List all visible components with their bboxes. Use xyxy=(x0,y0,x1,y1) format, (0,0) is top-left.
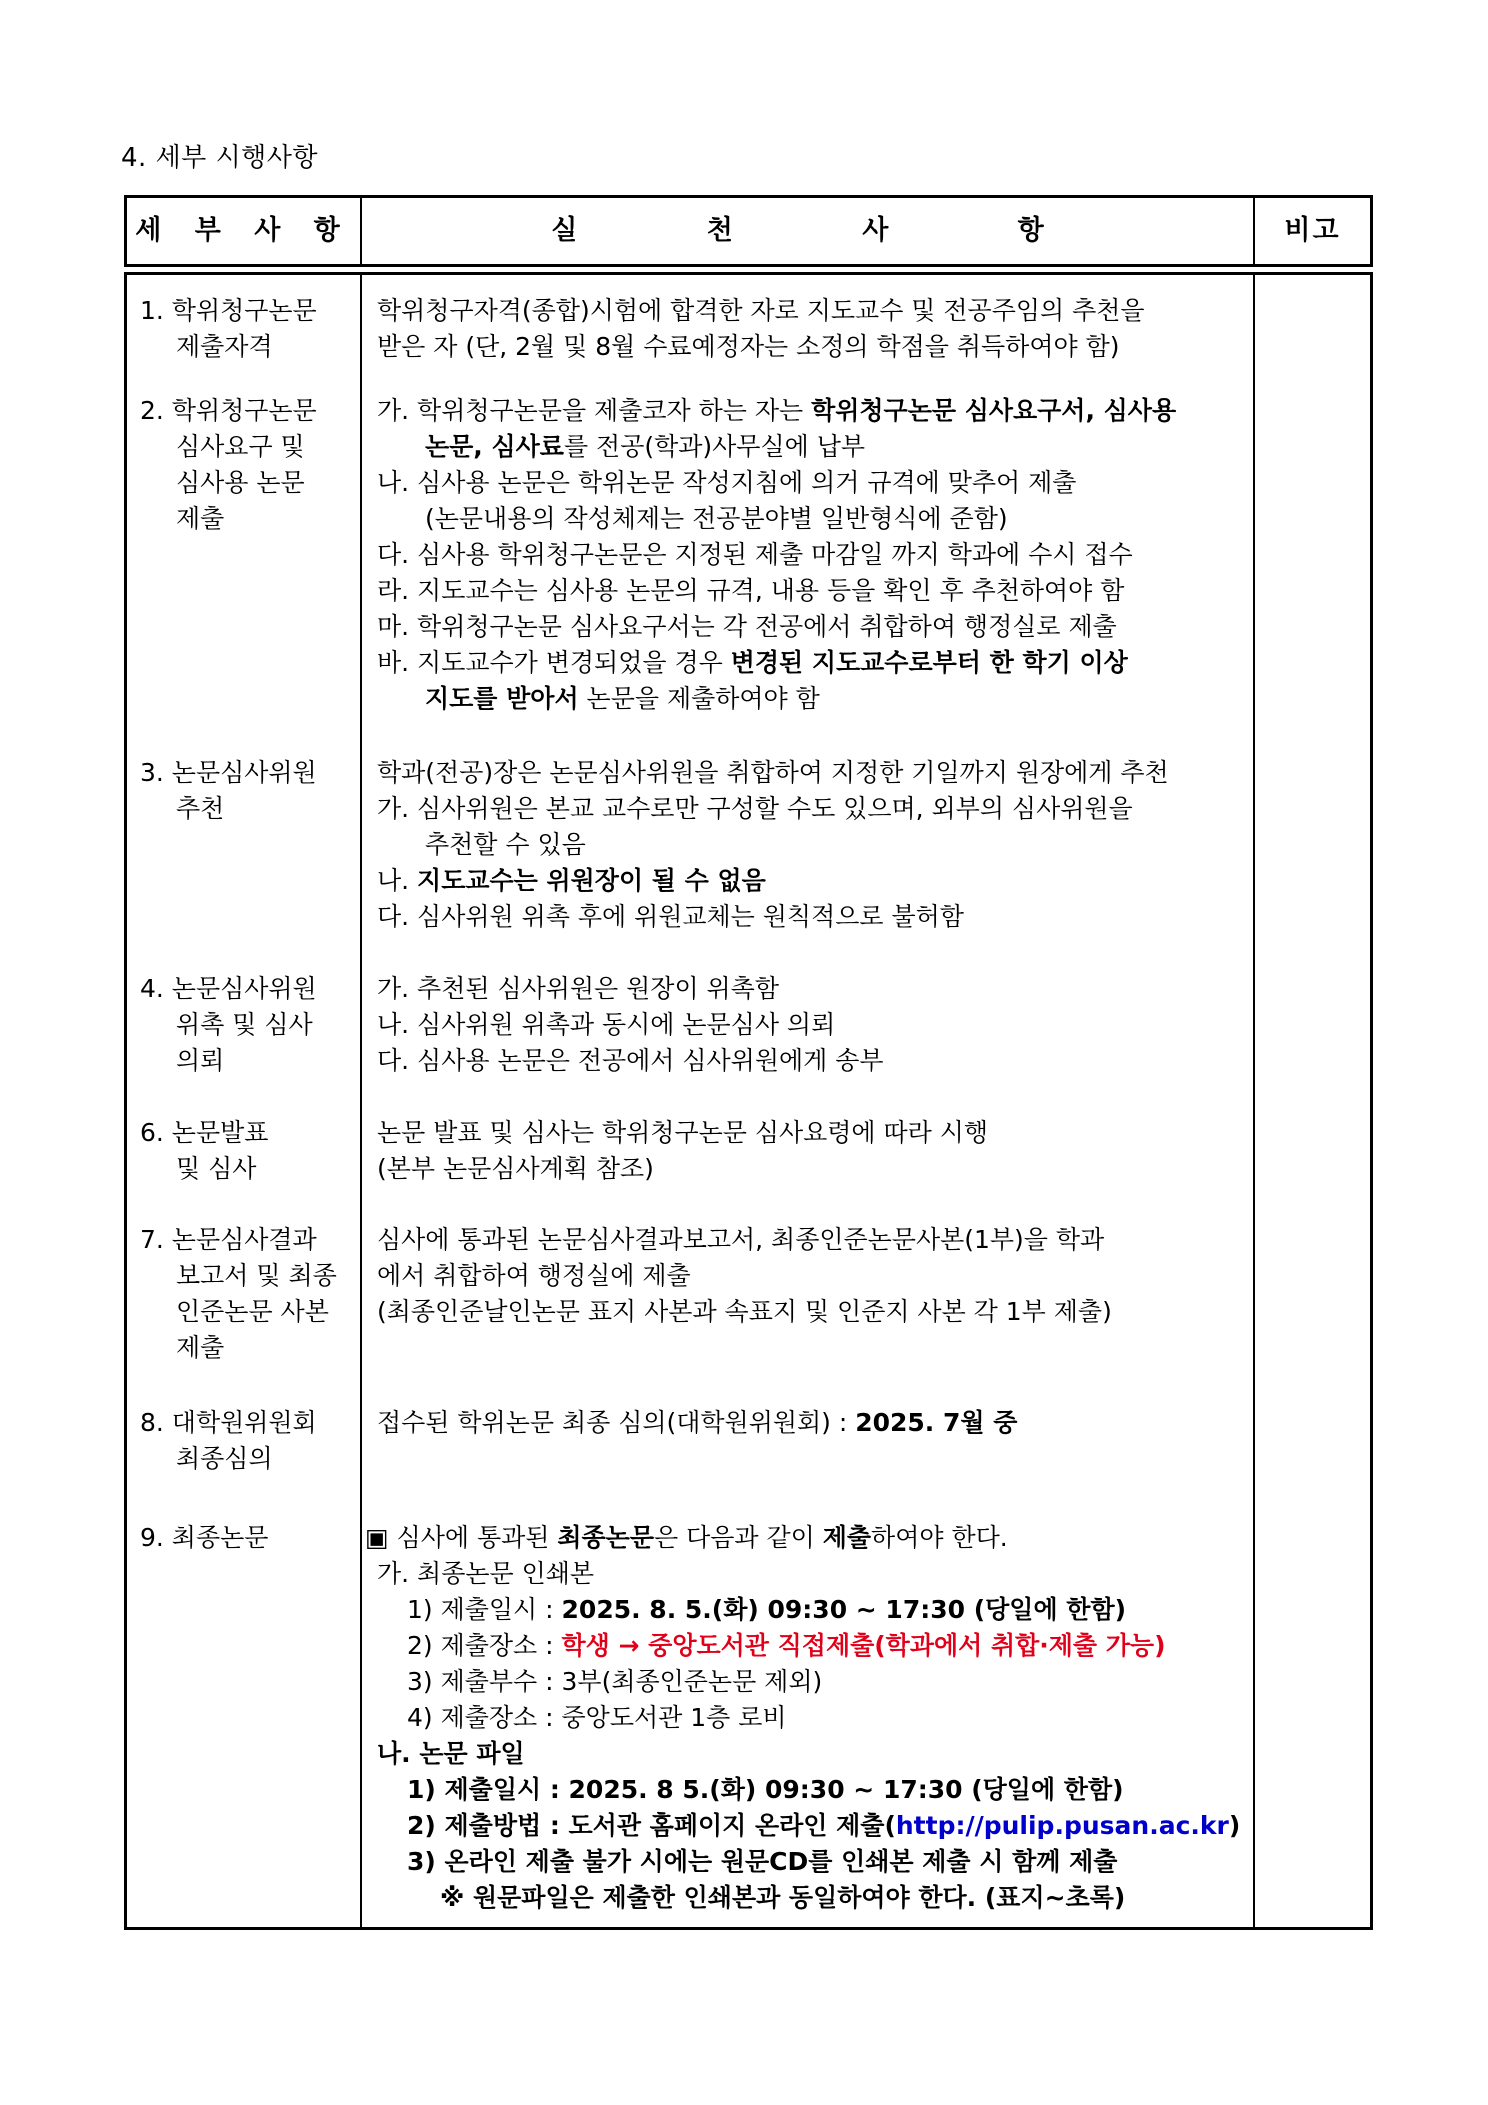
row-item-label: 8. 대학원위원회 최종심의 xyxy=(140,1408,317,1473)
row-item-label: 1. 학위청구논문 제출자격 xyxy=(140,296,317,361)
row-item-label: 6. 논문발표 및 심사 xyxy=(140,1118,269,1183)
row-item-label: 9. 최종논문 xyxy=(140,1523,269,1552)
row-content: 심사에 통과된 논문심사결과보고서, 최종인준논문사본(1부)을 학과 에서 취합하여 행정실에 제출 (최종인준날인논문 표지 사본과 속표지 및 인준지 사본 각 1부 제출) xyxy=(377,1225,1112,1326)
row-content: 접수된 학위논문 최종 심의(대학원위원회) : 2025. 7월 중 xyxy=(377,1408,1018,1437)
header-detail-items: 세 부 사 항 xyxy=(135,215,352,246)
row-content: 학위청구자격(종합)시험에 합격한 자로 지도교수 및 전공주임의 추천을 받은 자 (단, 2월 및 8월 수료예정자는 소정의 학점을 취득하여야 함) xyxy=(377,296,1145,361)
row-content: 가. 추천된 심사위원은 원장이 위촉함 나. 심사위원 위촉과 동시에 논문심사 의뢰 다. 심사용 논문은 전공에서 심사위원에게 송부 xyxy=(377,974,884,1075)
row-item-label: 2. 학위청구논문 심사요구 및 심사용 논문 제출 xyxy=(140,396,317,533)
library-url-link[interactable]: http://pulip.pusan.ac.kr xyxy=(895,1811,1229,1840)
table-header xyxy=(124,195,1373,267)
header-practice-items: 실 천 사 항 xyxy=(551,215,1104,246)
row-content: ▣ 심사에 통과된 최종논문은 다음과 같이 제출하여야 한다. 가. 최종논문 인쇄본 1) 제출일시 : 2025. 8. 5.(화) 09:30 ~ 17:30 (당일에 한함) 2) 제출장소 : 학생 → 중앙도서관 직접제출(학과에서 취합·제출 가능) 3) 제출부수 : 3부(최종인준논문 제외) 4) 제출장소 : 중앙도서관 1층 로비 나. 논문 파일 1) 제출일시 : 2025. 8 5.(화) 09:30 ~ 17:30 (당일에 한함) 2) 제출방법 : 도서관 홈페이지 온라인 제출(http://pulip.pusan.ac.kr) 3) 온라인 제출 불가 시에는 원문CD를 인쇄본 제출 시 함께 제출 ※ 원문파일은 제출한 인쇄본과 동일하여야 한다. (표지~초록) xyxy=(365,1523,1241,1912)
row-content: 가. 학위청구논문을 제출코자 하는 자는 학위청구논문 심사요구서, 심사용 논문, 심사료를 전공(학과)사무실에 납부 나. 심사용 논문은 학위논문 작성지침에 의거 규격에 맞추어 제출 (논문내용의 작성체제는 전공분야별 일반형식에 준함) 다. 심사용 학위청구논문은 지정된 제출 마감일 까지 학과에 수시 접수 라. 지도교수는 심사용 논문의 규격, 내용 등을 확인 후 추천하여야 함 마. 학위청구논문 심사요구서는 각 전공에서 취합하여 행정실로 제출 바. 지도교수가 변경되었을 경우 변경된 지도교수로부터 한 학기 이상 지도를 받아서 논문을 제출하여야 함 xyxy=(377,396,1177,713)
row-item-label: 7. 논문심사결과 보고서 및 최종 인준논문 사본 제출 xyxy=(140,1225,337,1362)
row-content: 논문 발표 및 심사는 학위청구논문 심사요령에 따라 시행 (본부 논문심사계획 참조) xyxy=(377,1118,989,1183)
table-body xyxy=(124,272,1373,1930)
header-remarks: 비고 xyxy=(1284,215,1341,246)
row-item-label: 4. 논문심사위원 위촉 및 심사 의뢰 xyxy=(140,974,317,1075)
row-content: 학과(전공)장은 논문심사위원을 취합하여 지정한 기일까지 원장에게 추천 가. 심사위원은 본교 교수로만 구성할 수도 있으며, 외부의 심사위원을 추천할 수 있음 나. 지도교수는 위원장이 될 수 없음 다. 심사위원 위촉 후에 위원교체는 원칙적으로 불허함 xyxy=(377,758,1169,931)
row-item-label: 3. 논문심사위원 추천 xyxy=(140,758,317,823)
section-title: 4. 세부 시행사항 xyxy=(121,143,319,173)
